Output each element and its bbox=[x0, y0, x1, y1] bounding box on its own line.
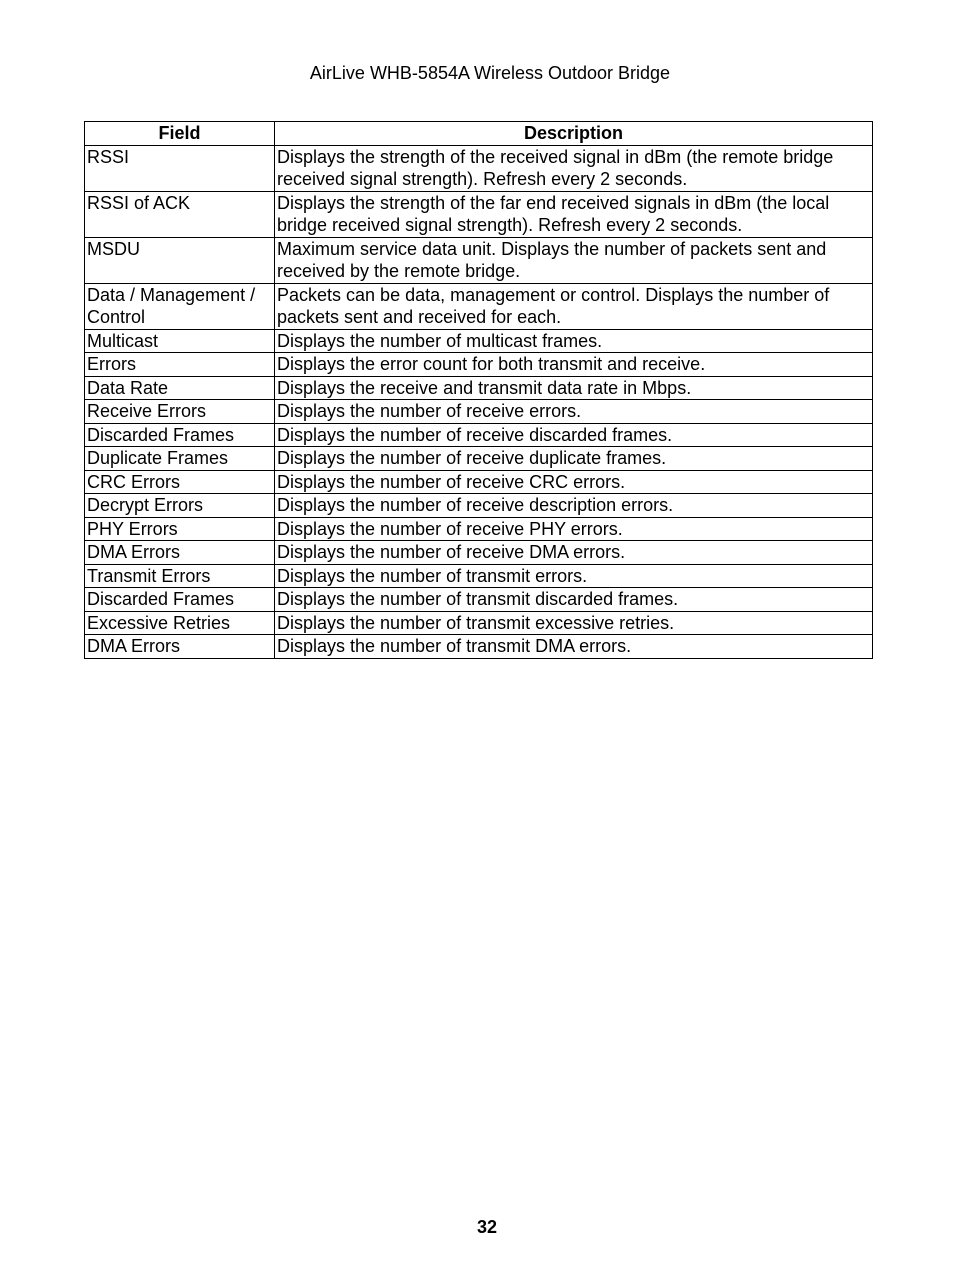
description-cell: Displays the strength of the received signal in dBm (the remote bridge received signal strength). Refresh every 2 seconds. bbox=[275, 145, 873, 191]
description-cell: Displays the number of transmit discarded frames. bbox=[275, 588, 873, 612]
field-cell: Receive Errors bbox=[85, 400, 275, 424]
table-row bbox=[85, 145, 873, 191]
table-row bbox=[85, 611, 873, 635]
description-cell: Maximum service data unit. Displays the number of packets sent and received by the remote bridge. bbox=[275, 237, 873, 283]
page-header: AirLive WHB-5854A Wireless Outdoor Bridge bbox=[309, 63, 671, 83]
field-cell: Duplicate Frames bbox=[85, 447, 275, 471]
field-cell: DMA Errors bbox=[85, 635, 275, 659]
table-row bbox=[85, 541, 873, 565]
field-cell: Errors bbox=[85, 353, 275, 377]
field-cell: Excessive Retries bbox=[85, 611, 275, 635]
table-row bbox=[85, 588, 873, 612]
field-cell: DMA Errors bbox=[85, 541, 275, 565]
field-cell: MSDU bbox=[85, 237, 275, 283]
description-cell: Displays the number of receive DMA errors. bbox=[275, 541, 873, 565]
table-row bbox=[85, 494, 873, 518]
field-cell: Data / Management / Control bbox=[85, 283, 275, 329]
field-cell: Discarded Frames bbox=[85, 423, 275, 447]
field-description-table bbox=[84, 121, 873, 659]
description-cell: Packets can be data, management or control. Displays the number of packets sent and received for each. bbox=[275, 283, 873, 329]
field-cell: RSSI of ACK bbox=[85, 191, 275, 237]
column-header-field: Field bbox=[85, 122, 275, 146]
field-cell: CRC Errors bbox=[85, 470, 275, 494]
field-cell: RSSI bbox=[85, 145, 275, 191]
description-cell: Displays the number of transmit DMA errors. bbox=[275, 635, 873, 659]
table-row bbox=[85, 329, 873, 353]
field-cell: Multicast bbox=[85, 329, 275, 353]
description-cell: Displays the receive and transmit data rate in Mbps. bbox=[275, 376, 873, 400]
column-header-description: Description bbox=[275, 122, 873, 146]
description-cell: Displays the number of transmit excessive retries. bbox=[275, 611, 873, 635]
field-cell: Transmit Errors bbox=[85, 564, 275, 588]
description-cell: Displays the number of receive description errors. bbox=[275, 494, 873, 518]
description-cell: Displays the number of receive PHY errors. bbox=[275, 517, 873, 541]
table-row bbox=[85, 564, 873, 588]
page-number: 32 bbox=[476, 1217, 498, 1237]
table-row bbox=[85, 517, 873, 541]
description-cell: Displays the number of receive CRC errors. bbox=[275, 470, 873, 494]
description-cell: Displays the number of receive errors. bbox=[275, 400, 873, 424]
description-cell: Displays the strength of the far end received signals in dBm (the local bridge received signal strength). Refresh every 2 seconds. bbox=[275, 191, 873, 237]
description-cell: Displays the number of transmit errors. bbox=[275, 564, 873, 588]
description-cell: Displays the number of multicast frames. bbox=[275, 329, 873, 353]
table-row bbox=[85, 191, 873, 237]
table-row bbox=[85, 353, 873, 377]
description-cell: Displays the error count for both transmit and receive. bbox=[275, 353, 873, 377]
description-cell: Displays the number of receive discarded frames. bbox=[275, 423, 873, 447]
description-cell: Displays the number of receive duplicate frames. bbox=[275, 447, 873, 471]
table-row bbox=[85, 400, 873, 424]
table-row bbox=[85, 423, 873, 447]
table-header-row bbox=[85, 122, 873, 146]
field-cell: Decrypt Errors bbox=[85, 494, 275, 518]
field-cell: Data Rate bbox=[85, 376, 275, 400]
table-row bbox=[85, 237, 873, 283]
field-cell: Discarded Frames bbox=[85, 588, 275, 612]
table-row bbox=[85, 283, 873, 329]
table-row bbox=[85, 376, 873, 400]
field-cell: PHY Errors bbox=[85, 517, 275, 541]
table-row bbox=[85, 635, 873, 659]
table-row bbox=[85, 470, 873, 494]
table-row bbox=[85, 447, 873, 471]
